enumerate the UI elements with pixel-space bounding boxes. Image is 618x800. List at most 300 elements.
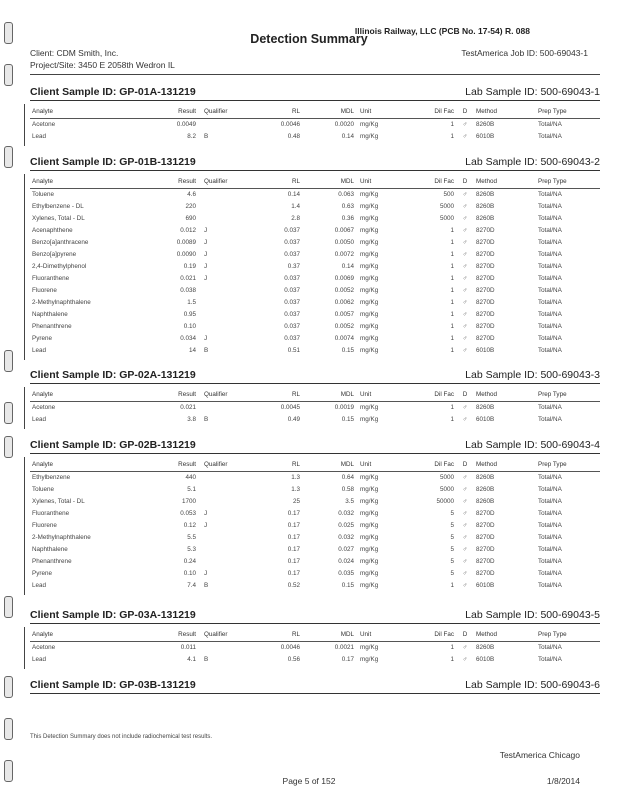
- cell-analyte: Naphthalene: [32, 546, 68, 553]
- cell-rl: 0.48: [287, 133, 300, 140]
- cell-mdl: 0.36: [341, 215, 354, 222]
- column-header-mdl: MDL: [302, 629, 356, 642]
- column-header-result: Result: [164, 176, 198, 189]
- table-row: [30, 532, 600, 544]
- cell-mdl: 0.0067: [334, 227, 354, 234]
- cell-mdl: 0.58: [341, 486, 354, 493]
- table-row: [30, 285, 600, 297]
- cell-d: ♂: [462, 239, 468, 246]
- cell-prep: Total/NA: [538, 510, 562, 517]
- cell-d: ♂: [462, 474, 468, 481]
- cell-d: ♂: [462, 203, 468, 210]
- cell-prep: Total/NA: [538, 570, 562, 577]
- cell-rl: 0.037: [284, 275, 300, 282]
- cell-dil: 500: [443, 191, 454, 198]
- cell-mdl: 0.0020: [334, 121, 354, 128]
- railway-reference: Illinois Railway, LLC (PCB No. 17-54) R. 088: [354, 26, 530, 36]
- cell-unit: mg/Kg: [360, 121, 379, 128]
- column-header-qualifier: Qualifier: [198, 629, 256, 642]
- cell-prep: Total/NA: [538, 323, 562, 330]
- cell-prep: Total/NA: [538, 311, 562, 318]
- cell-qualifier: [198, 321, 256, 333]
- table-row: [30, 297, 600, 309]
- cell-qualifier: [198, 402, 256, 415]
- cell-analyte: Fluoranthene: [32, 275, 70, 282]
- report-date: 1/8/2014: [546, 776, 580, 786]
- cell-rl: 0.037: [284, 323, 300, 330]
- table-row: [30, 237, 600, 249]
- lab-sample-id: Lab Sample ID: 500-69043-6: [465, 679, 600, 691]
- cell-qualifier: J: [204, 239, 208, 246]
- cell-rl: 1.3: [291, 486, 300, 493]
- cell-analyte: 2-Methylnaphthalene: [32, 299, 91, 306]
- column-header-method: Method: [474, 106, 528, 119]
- cell-prep: Total/NA: [538, 263, 562, 270]
- cell-dil: 1: [450, 347, 454, 354]
- cell-result: 0.19: [183, 263, 196, 270]
- cell-unit: mg/Kg: [360, 522, 379, 529]
- column-header-result: Result: [164, 629, 198, 642]
- column-header-d: D: [456, 176, 474, 189]
- cell-unit: mg/Kg: [360, 347, 379, 354]
- cell-method: 8260B: [476, 203, 495, 210]
- binder-hole: [4, 676, 13, 698]
- column-header-dil: Dil Fac: [412, 629, 456, 642]
- cell-mdl: 0.14: [341, 133, 354, 140]
- cell-method: 8260B: [476, 474, 495, 481]
- table-row: [30, 189, 600, 202]
- cell-analyte: Lead: [32, 582, 47, 589]
- cell-result: 5.3: [187, 546, 196, 553]
- cell-prep: Total/NA: [538, 347, 562, 354]
- cell-method: 8260B: [476, 498, 495, 505]
- cell-mdl: 0.63: [341, 203, 354, 210]
- cell-dil: 1: [450, 263, 454, 270]
- lab-name: TestAmerica Chicago: [499, 750, 580, 760]
- table-header-row: [30, 629, 600, 642]
- cell-method: 8270D: [476, 227, 495, 234]
- cell-unit: mg/Kg: [360, 203, 379, 210]
- table-header-row: [30, 106, 600, 119]
- cell-d: ♂: [462, 522, 468, 529]
- cell-dil: 1: [450, 404, 454, 411]
- column-header-d: D: [456, 389, 474, 402]
- cell-prep: Total/NA: [538, 546, 562, 553]
- cell-analyte: Ethylbenzene: [32, 474, 71, 481]
- cell-mdl: 0.035: [338, 570, 354, 577]
- column-header-dil: Dil Fac: [412, 459, 456, 472]
- cell-d: ♂: [462, 347, 468, 354]
- cell-prep: Total/NA: [538, 203, 562, 210]
- cell-dil: 1: [450, 644, 454, 651]
- cell-result: 0.0090: [176, 251, 196, 258]
- table-row: [30, 309, 600, 321]
- lab-sample-id: Lab Sample ID: 500-69043-4: [465, 439, 600, 451]
- client-sample-id: Client Sample ID: GP-01B-131219: [30, 156, 196, 168]
- cell-rl: 0.56: [287, 656, 300, 663]
- table-row: [30, 642, 600, 655]
- cell-qualifier: [198, 119, 256, 132]
- table-header-row: [30, 176, 600, 189]
- cell-prep: Total/NA: [538, 299, 562, 306]
- cell-unit: mg/Kg: [360, 474, 379, 481]
- section-header: [30, 439, 600, 454]
- cell-result: 3.8: [187, 416, 196, 423]
- cell-qualifier: B: [204, 416, 209, 423]
- cell-method: 8260B: [476, 486, 495, 493]
- cell-method: 8260B: [476, 404, 495, 411]
- cell-result: 0.053: [180, 510, 196, 517]
- section-header: [30, 156, 600, 171]
- column-header-d: D: [456, 106, 474, 119]
- cell-result: 7.4: [187, 582, 196, 589]
- cell-analyte: Lead: [32, 656, 47, 663]
- column-header-method: Method: [474, 629, 528, 642]
- table-header-row: [30, 389, 600, 402]
- cell-d: ♂: [462, 416, 468, 423]
- cell-unit: mg/Kg: [360, 287, 379, 294]
- cell-unit: mg/Kg: [360, 582, 379, 589]
- cell-rl: 1.3: [291, 474, 300, 481]
- cell-rl: 0.49: [287, 416, 300, 423]
- cell-result: 0.12: [183, 522, 196, 529]
- cell-dil: 5: [450, 522, 454, 529]
- client-sample-id: Client Sample ID: GP-02B-131219: [30, 439, 196, 451]
- cell-qualifier: B: [204, 582, 209, 589]
- cell-method: 8270D: [476, 251, 495, 258]
- cell-dil: 1: [450, 299, 454, 306]
- cell-mdl: 0.0050: [334, 239, 354, 246]
- cell-unit: mg/Kg: [360, 644, 379, 651]
- cell-dil: 5: [450, 558, 454, 565]
- cell-analyte: Acetone: [32, 121, 56, 128]
- cell-result: 0.021: [180, 404, 196, 411]
- column-header-mdl: MDL: [302, 176, 356, 189]
- cell-method: 6010B: [476, 347, 495, 354]
- cell-d: ♂: [462, 656, 468, 663]
- cell-prep: Total/NA: [538, 121, 562, 128]
- cell-rl: 1.4: [291, 203, 300, 210]
- cell-mdl: 0.025: [338, 522, 354, 529]
- cell-unit: mg/Kg: [360, 416, 379, 423]
- cell-d: ♂: [462, 323, 468, 330]
- cell-d: ♂: [462, 570, 468, 577]
- cell-qualifier: [198, 472, 256, 485]
- cell-d: ♂: [462, 251, 468, 258]
- column-header-mdl: MDL: [302, 459, 356, 472]
- cell-method: 8270D: [476, 546, 495, 553]
- cell-unit: mg/Kg: [360, 570, 379, 577]
- cell-rl: 0.17: [287, 534, 300, 541]
- cell-rl: 0.17: [287, 522, 300, 529]
- cell-rl: 25: [292, 498, 300, 505]
- cell-qualifier: [198, 285, 256, 297]
- table-row: [30, 333, 600, 345]
- cell-result: 220: [185, 203, 196, 210]
- table-row: [30, 249, 600, 261]
- column-header-analyte: Analyte: [30, 176, 164, 189]
- client-sample-id: Client Sample ID: GP-02A-131219: [30, 369, 196, 381]
- cell-method: 6010B: [476, 133, 495, 140]
- cell-result: 0.10: [183, 570, 196, 577]
- cell-method: 6010B: [476, 656, 495, 663]
- cell-analyte: Acetone: [32, 404, 56, 411]
- cell-d: ♂: [462, 404, 468, 411]
- column-header-qualifier: Qualifier: [198, 176, 256, 189]
- lab-sample-id: Lab Sample ID: 500-69043-3: [465, 369, 600, 381]
- cell-method: 8270D: [476, 323, 495, 330]
- cell-analyte: Fluoranthene: [32, 510, 70, 517]
- column-header-rl: RL: [256, 106, 302, 119]
- lab-sample-id: Lab Sample ID: 500-69043-1: [465, 86, 600, 98]
- column-header-rl: RL: [256, 629, 302, 642]
- cell-unit: mg/Kg: [360, 311, 379, 318]
- cell-method: 8270D: [476, 263, 495, 270]
- cell-mdl: 0.0057: [334, 311, 354, 318]
- column-header-method: Method: [474, 176, 528, 189]
- cell-rl: 0.037: [284, 227, 300, 234]
- detection-table: [30, 629, 600, 666]
- cell-mdl: 0.14: [341, 263, 354, 270]
- table-margin-line: [24, 457, 25, 595]
- column-header-analyte: Analyte: [30, 106, 164, 119]
- cell-prep: Total/NA: [538, 522, 562, 529]
- cell-rl: 2.8: [291, 215, 300, 222]
- column-header-dil: Dil Fac: [412, 176, 456, 189]
- cell-dil: 1: [450, 311, 454, 318]
- cell-mdl: 0.0019: [334, 404, 354, 411]
- client-sample-id: Client Sample ID: GP-03B-131219: [30, 679, 196, 691]
- cell-rl: 0.037: [284, 335, 300, 342]
- column-header-unit: Unit: [356, 176, 412, 189]
- detection-table: [30, 459, 600, 592]
- cell-mdl: 0.032: [338, 534, 354, 541]
- cell-rl: 0.17: [287, 546, 300, 553]
- cell-mdl: 0.0062: [334, 299, 354, 306]
- cell-mdl: 0.024: [338, 558, 354, 565]
- cell-dil: 5000: [439, 474, 454, 481]
- cell-dil: 5: [450, 510, 454, 517]
- table-row: [30, 201, 600, 213]
- cell-mdl: 0.0052: [334, 323, 354, 330]
- cell-unit: mg/Kg: [360, 299, 379, 306]
- cell-dil: 5: [450, 534, 454, 541]
- column-header-prep: Prep Type: [528, 176, 600, 189]
- cell-mdl: 0.027: [338, 546, 354, 553]
- cell-analyte: Toluene: [32, 486, 55, 493]
- cell-prep: Total/NA: [538, 287, 562, 294]
- cell-method: 8270D: [476, 275, 495, 282]
- column-header-analyte: Analyte: [30, 629, 164, 642]
- cell-result: 4.1: [187, 656, 196, 663]
- cell-dil: 1: [450, 416, 454, 423]
- cell-method: 8260B: [476, 644, 495, 651]
- table-row: [30, 496, 600, 508]
- cell-analyte: Acenaphthene: [32, 227, 73, 234]
- cell-rl: 0.17: [287, 510, 300, 517]
- cell-analyte: 2,4-Dimethylphenol: [32, 263, 87, 270]
- cell-rl: 0.51: [287, 347, 300, 354]
- table-row: [30, 414, 600, 426]
- cell-result: 14: [188, 347, 196, 354]
- lab-sample-id: Lab Sample ID: 500-69043-5: [465, 609, 600, 621]
- cell-method: 6010B: [476, 582, 495, 589]
- cell-mdl: 0.15: [341, 582, 354, 589]
- cell-method: 8270D: [476, 239, 495, 246]
- cell-analyte: Pyrene: [32, 570, 52, 577]
- column-header-rl: RL: [256, 389, 302, 402]
- cell-result: 0.95: [183, 311, 196, 318]
- cell-rl: 0.37: [287, 263, 300, 270]
- cell-unit: mg/Kg: [360, 191, 379, 198]
- table-row: [30, 213, 600, 225]
- column-header-result: Result: [164, 389, 198, 402]
- column-header-prep: Prep Type: [528, 459, 600, 472]
- cell-result: 5.5: [187, 534, 196, 541]
- table-margin-line: [24, 627, 25, 669]
- table-row: [30, 321, 600, 333]
- column-header-unit: Unit: [356, 389, 412, 402]
- cell-unit: mg/Kg: [360, 251, 379, 258]
- cell-method: 8270D: [476, 287, 495, 294]
- binder-hole: [4, 436, 13, 458]
- column-header-prep: Prep Type: [528, 389, 600, 402]
- cell-unit: mg/Kg: [360, 239, 379, 246]
- cell-mdl: 0.0052: [334, 287, 354, 294]
- cell-rl: 0.14: [287, 191, 300, 198]
- cell-method: 6010B: [476, 416, 495, 423]
- cell-qualifier: J: [204, 263, 208, 270]
- footnote: This Detection Summary does not include radiochemical test results.: [30, 734, 213, 740]
- cell-prep: Total/NA: [538, 335, 562, 342]
- cell-prep: Total/NA: [538, 582, 562, 589]
- cell-prep: Total/NA: [538, 133, 562, 140]
- cell-unit: mg/Kg: [360, 498, 379, 505]
- cell-result: 0.034: [180, 335, 196, 342]
- cell-result: 0.021: [180, 275, 196, 282]
- cell-d: ♂: [462, 215, 468, 222]
- cell-d: ♂: [462, 275, 468, 282]
- cell-unit: mg/Kg: [360, 133, 379, 140]
- cell-prep: Total/NA: [538, 251, 562, 258]
- cell-method: 8270D: [476, 522, 495, 529]
- table-row: [30, 568, 600, 580]
- cell-qualifier: J: [204, 510, 208, 517]
- cell-analyte: Xylenes, Total - DL: [32, 215, 85, 222]
- section-header: [30, 679, 600, 694]
- cell-unit: mg/Kg: [360, 546, 379, 553]
- cell-dil: 5000: [439, 486, 454, 493]
- column-header-analyte: Analyte: [30, 459, 164, 472]
- column-header-d: D: [456, 459, 474, 472]
- cell-d: ♂: [462, 558, 468, 565]
- table-row: [30, 402, 600, 415]
- cell-qualifier: B: [204, 656, 209, 663]
- column-header-qualifier: Qualifier: [198, 106, 256, 119]
- cell-unit: mg/Kg: [360, 486, 379, 493]
- cell-qualifier: J: [204, 522, 208, 529]
- cell-method: 8270D: [476, 335, 495, 342]
- cell-rl: 0.17: [287, 558, 300, 565]
- cell-d: ♂: [462, 498, 468, 505]
- cell-analyte: Xylenes, Total - DL: [32, 498, 85, 505]
- cell-qualifier: B: [204, 347, 209, 354]
- cell-analyte: Acetone: [32, 644, 56, 651]
- column-header-unit: Unit: [356, 106, 412, 119]
- client-name: Client: CDM Smith, Inc.: [30, 48, 119, 58]
- cell-rl: 0.0046: [280, 644, 300, 651]
- table-row: [30, 508, 600, 520]
- cell-d: ♂: [462, 299, 468, 306]
- table-header-row: [30, 459, 600, 472]
- binder-hole: [4, 402, 13, 424]
- cell-dil: 5: [450, 546, 454, 553]
- cell-unit: mg/Kg: [360, 404, 379, 411]
- cell-unit: mg/Kg: [360, 656, 379, 663]
- cell-mdl: 0.0021: [334, 644, 354, 651]
- table-margin-line: [24, 104, 25, 146]
- cell-unit: mg/Kg: [360, 558, 379, 565]
- header-divider: [30, 74, 600, 75]
- cell-analyte: Phenanthrene: [32, 323, 72, 330]
- column-header-method: Method: [474, 459, 528, 472]
- column-header-qualifier: Qualifier: [198, 459, 256, 472]
- cell-analyte: Pyrene: [32, 335, 52, 342]
- page-title: Detection Summary: [250, 32, 368, 46]
- cell-method: 8270D: [476, 558, 495, 565]
- cell-prep: Total/NA: [538, 558, 562, 565]
- cell-result: 440: [185, 474, 196, 481]
- binder-hole: [4, 146, 13, 168]
- cell-method: 8260B: [476, 215, 495, 222]
- page-number: Page 5 of 152: [282, 776, 336, 786]
- cell-qualifier: B: [204, 133, 209, 140]
- cell-d: ♂: [462, 335, 468, 342]
- cell-prep: Total/NA: [538, 404, 562, 411]
- cell-unit: mg/Kg: [360, 275, 379, 282]
- cell-result: 0.011: [180, 644, 196, 651]
- cell-d: ♂: [462, 227, 468, 234]
- cell-unit: mg/Kg: [360, 323, 379, 330]
- cell-result: 0.0049: [176, 121, 196, 128]
- table-row: [30, 225, 600, 237]
- table-row: [30, 131, 600, 143]
- binder-hole: [4, 718, 13, 740]
- cell-method: 8270D: [476, 570, 495, 577]
- column-header-rl: RL: [256, 176, 302, 189]
- cell-result: 0.24: [183, 558, 196, 565]
- cell-result: 1700: [181, 498, 196, 505]
- cell-mdl: 0.0069: [334, 275, 354, 282]
- table-row: [30, 119, 600, 132]
- cell-analyte: Lead: [32, 347, 47, 354]
- cell-d: ♂: [462, 486, 468, 493]
- cell-qualifier: [198, 642, 256, 655]
- column-header-unit: Unit: [356, 629, 412, 642]
- cell-dil: 1: [450, 582, 454, 589]
- cell-prep: Total/NA: [538, 227, 562, 234]
- table-margin-line: [24, 387, 25, 429]
- table-row: [30, 544, 600, 556]
- column-header-prep: Prep Type: [528, 629, 600, 642]
- cell-dil: 5000: [439, 215, 454, 222]
- cell-prep: Total/NA: [538, 644, 562, 651]
- cell-dil: 1: [450, 656, 454, 663]
- table-row: [30, 556, 600, 568]
- cell-analyte: Lead: [32, 416, 47, 423]
- cell-dil: 1: [450, 239, 454, 246]
- cell-result: 690: [185, 215, 196, 222]
